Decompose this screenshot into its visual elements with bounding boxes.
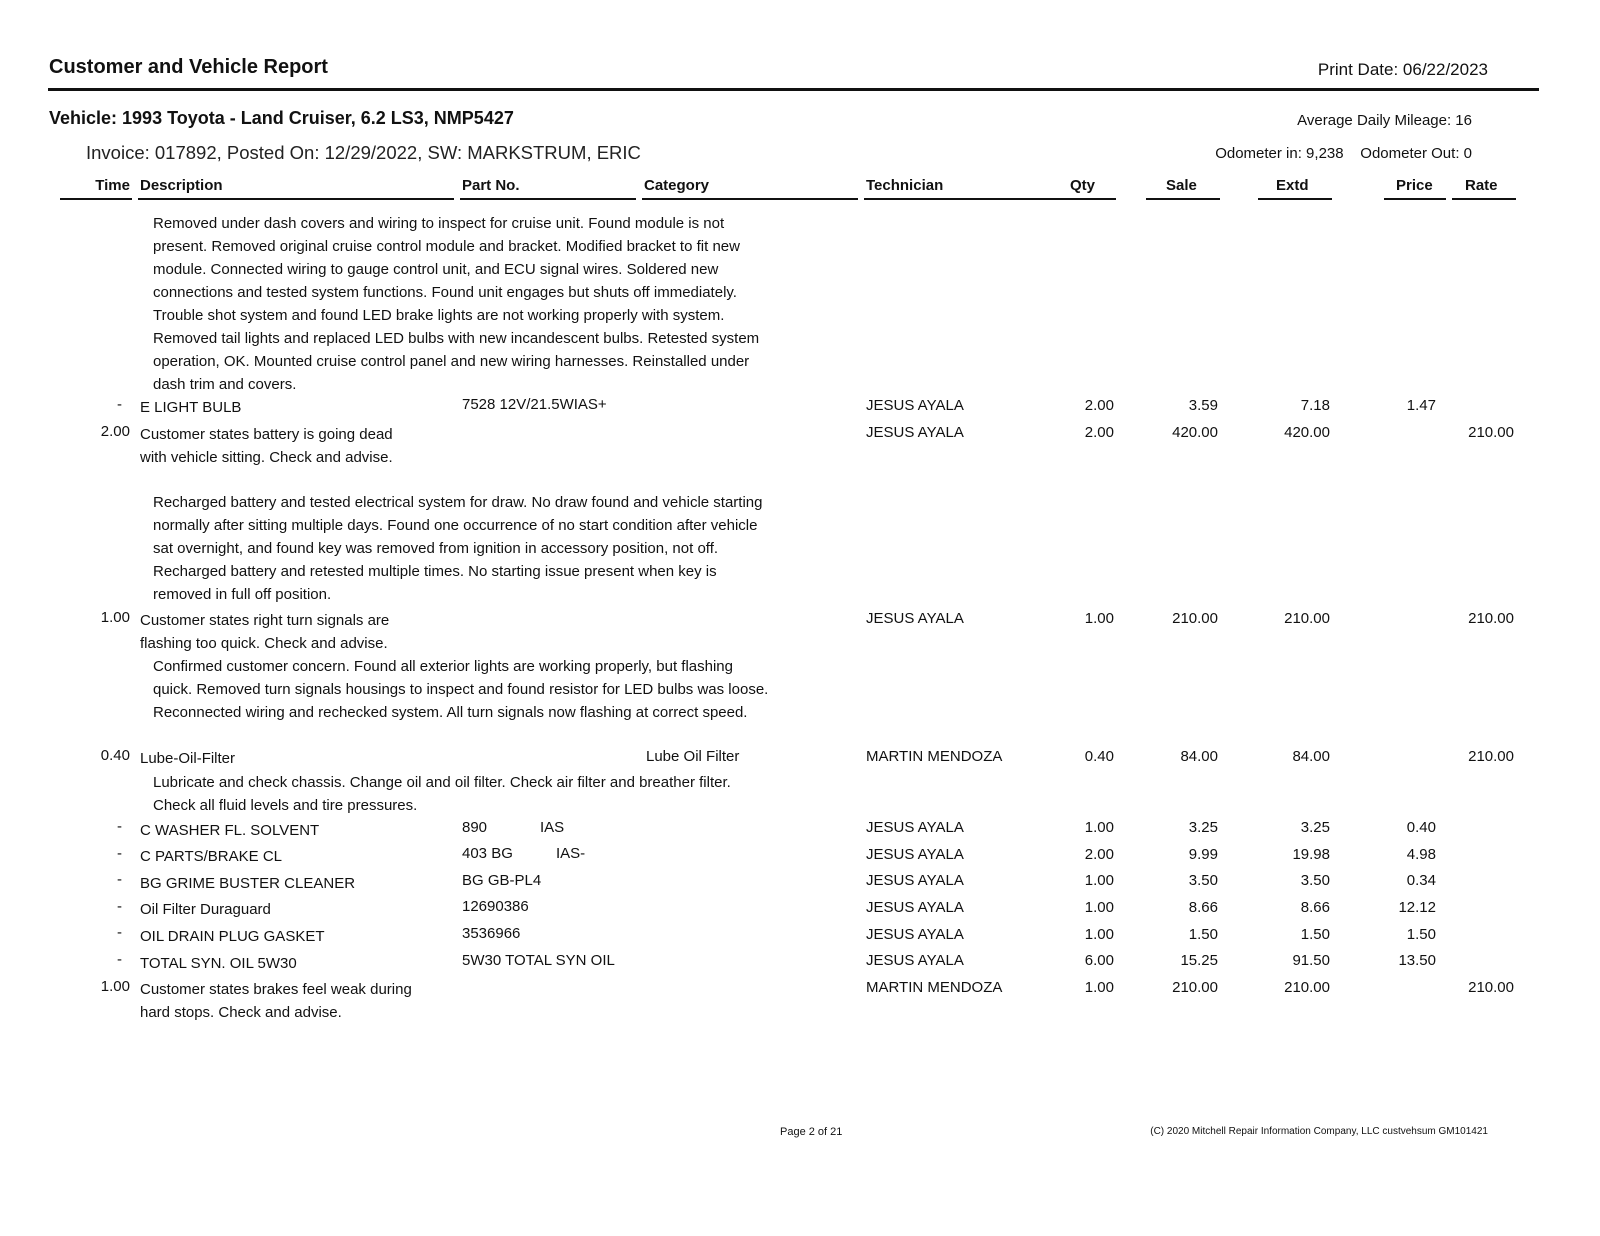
line-qty: 2.00 — [1084, 846, 1114, 863]
line-sale: 15.25 — [1180, 952, 1218, 969]
line-part-no: 3536966 — [462, 925, 521, 942]
line-time: - — [117, 898, 122, 915]
line-time: 0.40 — [100, 747, 130, 764]
line-rate: 210.00 — [1468, 748, 1514, 765]
col-underline — [864, 198, 1116, 200]
line-price: 0.40 — [1406, 819, 1436, 836]
line-time: - — [117, 871, 122, 888]
line-extd: 19.98 — [1292, 846, 1330, 863]
col-underline — [1146, 198, 1220, 200]
col-header-extd: Extd — [1276, 177, 1309, 194]
line-qty: 2.00 — [1084, 424, 1114, 441]
line-price: 13.50 — [1398, 952, 1436, 969]
title-rule — [48, 88, 1539, 91]
line-time: - — [117, 924, 122, 941]
line-description: OIL DRAIN PLUG GASKET — [140, 928, 325, 945]
col-header-category: Category — [644, 177, 710, 194]
line-price: 0.34 — [1406, 872, 1436, 889]
line-time: - — [117, 845, 122, 862]
line-sale: 1.50 — [1188, 926, 1218, 943]
print-date: Print Date: 06/22/2023 — [1317, 60, 1488, 79]
page-number: Page 2 of 21 — [780, 1126, 843, 1138]
col-header-qty: Qty — [1070, 177, 1096, 194]
line-qty: 1.00 — [1084, 872, 1114, 889]
line-time: 1.00 — [100, 978, 130, 995]
col-underline — [460, 198, 636, 200]
line-description: BG GRIME BUSTER CLEANER — [140, 875, 356, 892]
line-technician: JESUS AYALA — [866, 926, 964, 943]
col-underline — [1258, 198, 1332, 200]
line-extd: 91.50 — [1292, 952, 1330, 969]
col-underline — [1384, 198, 1446, 200]
line-qty: 1.00 — [1084, 610, 1114, 627]
odometer-in: Odometer in: 9,238 — [1215, 145, 1344, 162]
work-notes: Recharged battery and tested electrical system for draw. No draw found and vehicle starting normally after sitting multiple days. Found one occurrence of no start condition after vehicle sat overnight, and found key was removed from ignition in accessory position, not off. Recharged battery and retested multiple times. No starting issue present when key is removed in full off position. — [153, 494, 763, 603]
line-price: 12.12 — [1398, 899, 1436, 916]
col-header-price: Price — [1396, 177, 1433, 194]
line-extd: 210.00 — [1284, 610, 1330, 627]
line-part-no: BG GB-PL4 — [462, 872, 542, 889]
line-extd: 8.66 — [1300, 899, 1330, 916]
line-qty: 1.00 — [1084, 979, 1114, 996]
col-underline — [642, 198, 858, 200]
line-sale: 84.00 — [1180, 748, 1218, 765]
line-qty: 2.00 — [1084, 397, 1114, 414]
line-sale: 3.50 — [1188, 872, 1218, 889]
work-notes: Removed under dash covers and wiring to inspect for cruise unit. Found module is not present. Removed original cruise control module and bracket. Modified bracket to fit new module. Connected wiring to gauge control unit, and ECU signal wires. Soldered new connections and tested system functions. Found unit engages but shuts off immediately. Trouble shot system and found LED brake lights are not working properly with system. Removed tail lights and replaced LED bulbs with new incandescent bulbs. Retested system operation, OK. Mounted cruise control panel and new wiring harnesses. Reinstalled under dash trim and covers. — [153, 215, 760, 393]
copyright-notice: (C) 2020 Mitchell Repair Information Company, LLC custvehsum GM101421 — [1150, 1126, 1488, 1137]
line-technician: JESUS AYALA — [866, 952, 964, 969]
col-header-description: Description — [140, 177, 223, 194]
line-time: - — [117, 818, 122, 835]
col-header-sale: Sale — [1166, 177, 1197, 194]
col-header-time: Time — [95, 177, 130, 194]
average-daily-mileage: Average Daily Mileage: 16 — [1297, 112, 1472, 129]
line-part-no: 12690386 — [462, 898, 529, 915]
line-technician: JESUS AYALA — [866, 819, 964, 836]
line-sale: 3.25 — [1188, 819, 1218, 836]
line-sale: 210.00 — [1172, 979, 1218, 996]
line-extd: 7.18 — [1300, 397, 1330, 414]
line-technician: JESUS AYALA — [866, 424, 964, 441]
col-underline — [60, 198, 132, 200]
line-time: 2.00 — [100, 423, 130, 440]
line-qty: 6.00 — [1084, 952, 1114, 969]
line-part-no: 890 — [462, 819, 488, 836]
col-header-technician: Technician — [866, 177, 944, 194]
line-description: E LIGHT BULB — [140, 399, 242, 416]
line-price: 4.98 — [1406, 846, 1436, 863]
line-description: Customer states brakes feel weak during hard stops. Check and advise. — [140, 981, 412, 1021]
line-extd: 3.50 — [1300, 872, 1330, 889]
line-sale: 8.66 — [1188, 899, 1218, 916]
col-underline — [1452, 198, 1516, 200]
work-notes: Lubricate and check chassis. Change oil and oil filter. Check air filter and breather filter. Check all fluid levels and tire pressures. — [153, 774, 731, 814]
line-part-no: 5W30 TOTAL SYN OIL — [462, 952, 615, 969]
line-technician: MARTIN MENDOZA — [866, 748, 1003, 765]
line-part-suffix: IAS — [540, 819, 565, 836]
col-header-rate: Rate — [1465, 177, 1498, 194]
report-title: Customer and Vehicle Report — [49, 56, 328, 78]
line-sale: 420.00 — [1172, 424, 1218, 441]
line-description: Customer states battery is going dead with vehicle sitting. Check and advise. — [140, 426, 393, 466]
line-description: C PARTS/BRAKE CL — [140, 848, 282, 865]
odometer-out: Odometer Out: 0 — [1360, 145, 1472, 162]
line-extd: 420.00 — [1284, 424, 1330, 441]
line-extd: 1.50 — [1300, 926, 1330, 943]
line-description: Customer states right turn signals are flashing too quick. Check and advise. — [140, 612, 390, 652]
line-part-no: 403 BG — [462, 845, 513, 862]
vehicle-line: Vehicle: 1993 Toyota - Land Cruiser, 6.2 LS3, NMP5427 — [49, 108, 514, 128]
line-category: Lube Oil Filter — [646, 748, 740, 765]
line-qty: 1.00 — [1084, 819, 1114, 836]
line-rate: 210.00 — [1468, 979, 1514, 996]
line-qty: 1.00 — [1084, 899, 1114, 916]
line-sale: 3.59 — [1188, 397, 1218, 414]
line-extd: 210.00 — [1284, 979, 1330, 996]
line-technician: JESUS AYALA — [866, 846, 964, 863]
line-description: Lube-Oil-Filter — [140, 750, 236, 767]
line-technician: MARTIN MENDOZA — [866, 979, 1003, 996]
line-qty: 1.00 — [1084, 926, 1114, 943]
line-time: - — [117, 396, 122, 413]
line-extd: 3.25 — [1300, 819, 1330, 836]
line-description: C WASHER FL. SOLVENT — [140, 822, 320, 839]
line-time: - — [117, 951, 122, 968]
line-rate: 210.00 — [1468, 610, 1514, 627]
work-notes: Confirmed customer concern. Found all exterior lights are working properly, but flashing quick. Removed turn signals housings to inspect and found resistor for LED bulbs was loose. Reconnected wiring and rechecked system. All turn signals now flashing at correct speed. — [153, 658, 769, 721]
line-time: 1.00 — [100, 609, 130, 626]
line-rate: 210.00 — [1468, 424, 1514, 441]
line-description: Oil Filter Duraguard — [140, 901, 271, 918]
line-price: 1.47 — [1406, 397, 1436, 414]
line-sale: 9.99 — [1188, 846, 1218, 863]
invoice-line: Invoice: 017892, Posted On: 12/29/2022, SW: MARKSTRUM, ERIC — [86, 142, 641, 163]
line-extd: 84.00 — [1292, 748, 1330, 765]
line-technician: JESUS AYALA — [866, 872, 964, 889]
line-sale: 210.00 — [1172, 610, 1218, 627]
line-qty: 0.40 — [1084, 748, 1114, 765]
line-price: 1.50 — [1406, 926, 1436, 943]
line-description: TOTAL SYN. OIL 5W30 — [140, 955, 297, 972]
col-underline — [138, 198, 454, 200]
line-part-suffix: IAS- — [556, 845, 586, 862]
line-part-no: 7528 12V/21.5WIAS+ — [462, 396, 607, 413]
odometer-readings — [1215, 145, 1472, 162]
col-header-part-no: Part No. — [462, 177, 520, 194]
line-technician: JESUS AYALA — [866, 899, 964, 916]
line-technician: JESUS AYALA — [866, 397, 964, 414]
line-technician: JESUS AYALA — [866, 610, 964, 627]
